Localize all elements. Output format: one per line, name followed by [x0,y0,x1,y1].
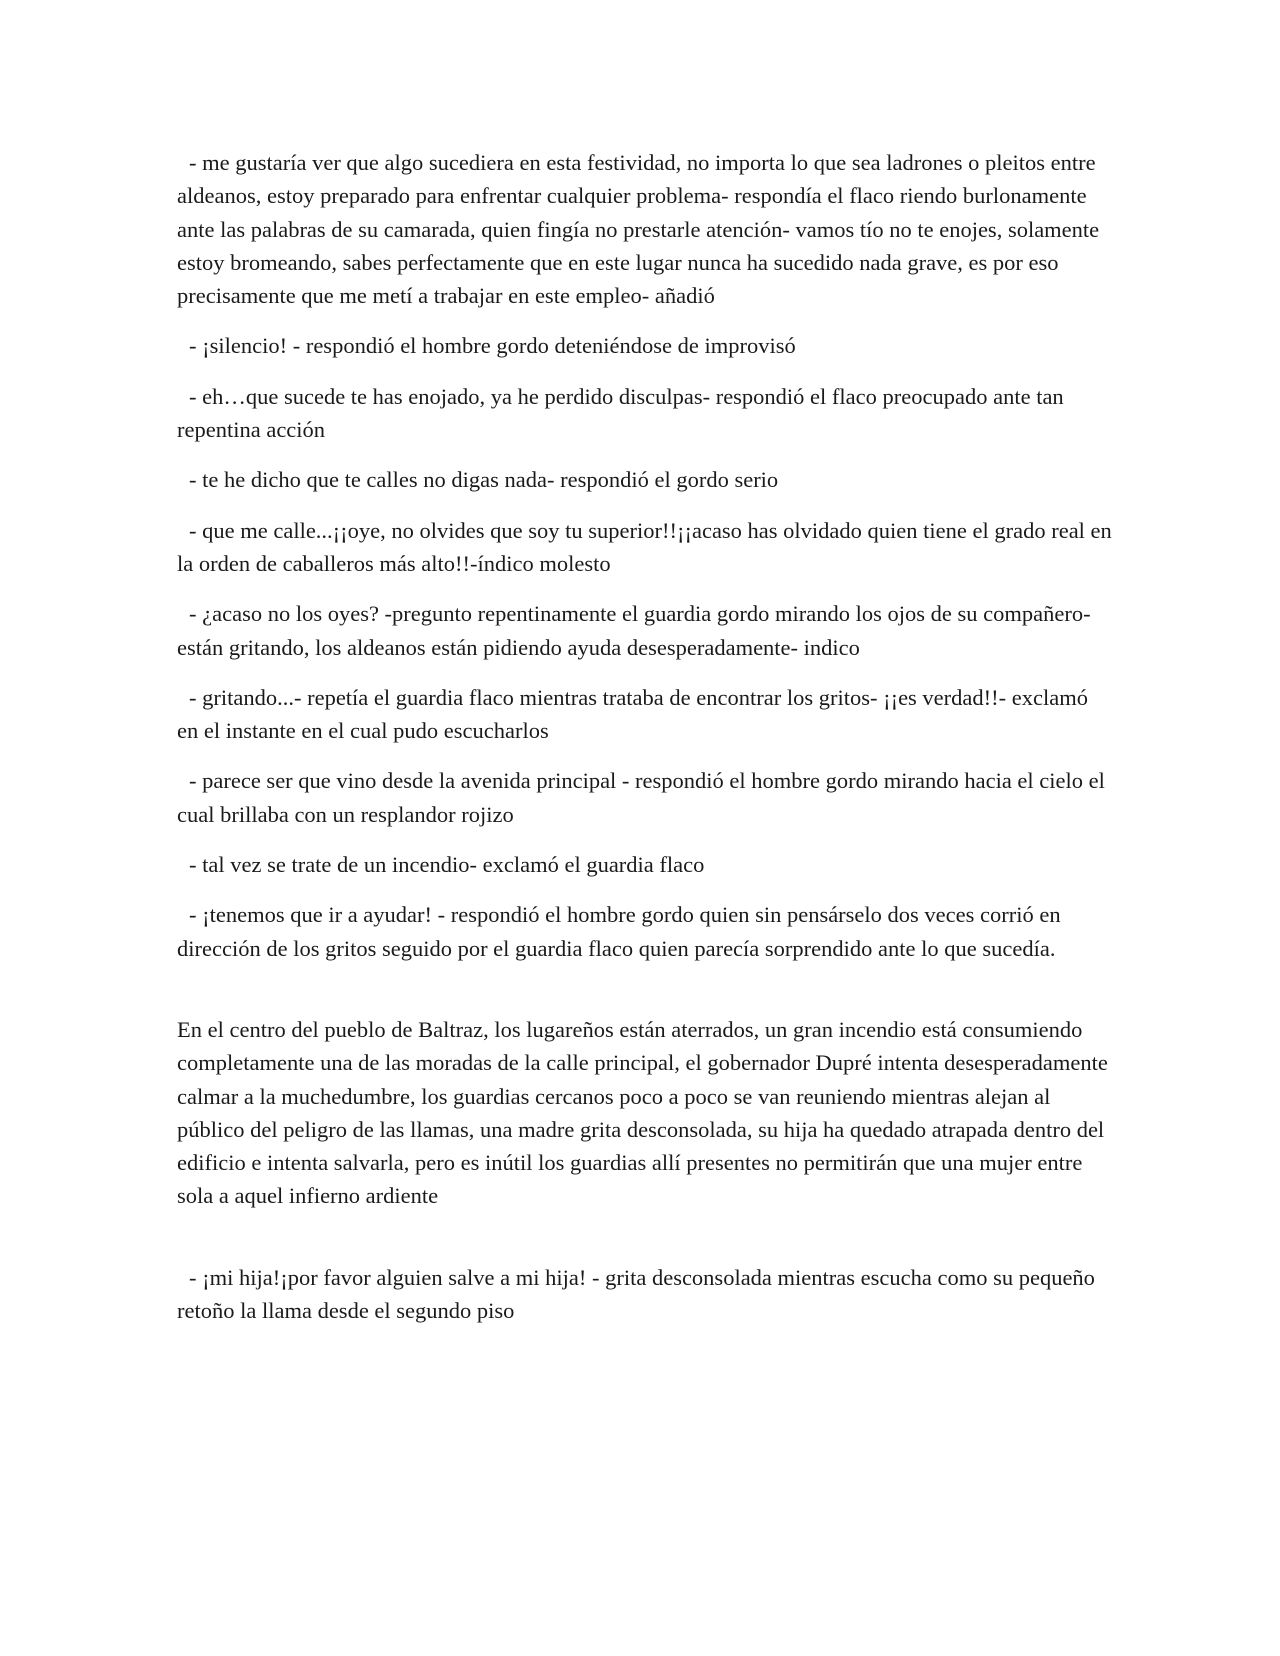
dialogue-paragraph: - eh…que sucede te has enojado, ya he perdido disculpas- respondió el flaco preocupado ante tan repentina acción [177,383,1064,443]
dialogue-paragraph: - que me calle...¡¡oye, no olvides que soy tu superior!!¡¡acaso has olvidado quien tiene el grado real en la orden de caballeros más alto!!-índico molesto [177,517,1112,576]
dialogue-paragraph: - ¡tenemos que ir a ayudar! - respondió el hombre gordo quien sin pensárselo dos veces corrió en dirección de los gritos seguido por el guardia flaco quien parecía sorprendido ante lo que sucedía. [177,902,1061,961]
dialogue-paragraph: - te he dicho que te calles no digas nada- respondió el gordo serio [189,467,779,493]
dialogue-paragraph: - me gustaría ver que algo sucediera en esta festividad, no importa lo que sea ladrones o pleitos entre aldeanos, estoy preparado para enfrentar cualquier problema- respondía el flaco riendo burlonamente ante las palabras de su camarada, quien fingía no prestarle atención- vamos tío no te enojes, solamente estoy bromeando, sabes perfectamente que en este lugar nunca ha sucedido nada grave, es por eso precisamente que me metí a trabajar en este empleo- añadió [177,150,1100,309]
narration-paragraph: En el centro del pueblo de Baltraz, los lugareños están aterrados, un gran incendio está consumiendo completamente una de las moradas de la calle principal, el gobernador Dupré intenta desesperadamente calmar a la muchedumbre, los guardias cercanos poco a poco se van reuniendo mientras alejan al público del peligro de las llamas, una madre grita desconsolada, su hija ha quedado atrapada dentro del edificio e intenta salvarla, pero es inútil los guardias allí presentes no permitirán que una mujer entre sola a aquel infierno ardiente [177,1016,1108,1209]
dialogue-paragraph: - gritando...- repetía el guardia flaco mientras trataba de encontrar los gritos- ¡¡es verdad!!- exclamó en el instante en el cual pudo escucharlos [177,684,1088,744]
dialogue-paragraph: - parece ser que vino desde la avenida principal - respondió el hombre gordo mirando hacia el cielo el cual brillaba con un resplandor rojizo [177,768,1105,827]
dialogue-paragraph: - ¡mi hija!¡por favor alguien salve a mi hija! - grita desconsolada mientras escucha como su pequeño retoño la llama desde el segundo piso [177,1264,1095,1324]
dialogue-paragraph: - ¡silencio! - respondió el hombre gordo deteniéndose de improvisó [189,333,796,359]
document-body [177,146,1112,1344]
dialogue-paragraph: - tal vez se trate de un incendio- exclamó el guardia flaco [189,852,705,878]
dialogue-paragraph: - ¿acaso no los oyes? -pregunto repentinamente el guardia gordo mirando los ojos de su compañero- están gritando, los aldeanos están pidiendo ayuda desesperadamente- indico [177,601,1091,660]
